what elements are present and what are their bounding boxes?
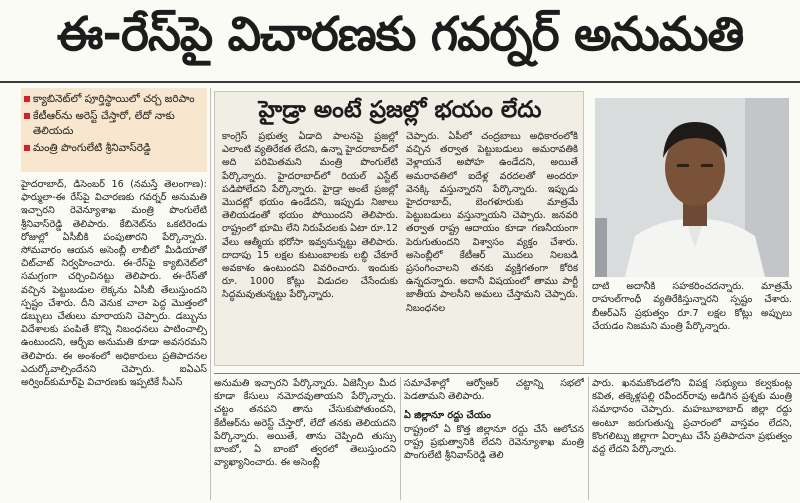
minister-photo — [595, 98, 789, 277]
bullet-square-icon — [24, 113, 30, 119]
highlight-item — [33, 92, 201, 107]
sidebar-paragraph: కాంగ్రెస్ ప్రభుత్వ ఏడాది పాలనపై ప్రజల్లో ఎలాంటి వ్యతిరేకత లేదని, ఉన్నా హైదరాబాద్‌లో అది పరిమితమని మంత్రి పొంగులేటి పేర్కొన్నారు. హైదరాబాద్‌లో రియల్ ఎస్టేట్ పడిపోలేదని పేర్కొన్నారు. హైడ్రా అంటే ప్రజల్లో మొదట్లో భయం ఉండేదని, ఇప్పుడు నిజాలు తెలియడంతో భయం పోయిందని తెలిపారు. రాష్ట్రంలో భూమి లేని నిరుపేదలకు ఏటా రూ.12 వేలు ఆత్మీయ భరోసా ఇవ్వనున్నట్టు తెలిపారు. దాదాపు 15 లక్షల కుటుంబాలకు లబ్ధి చేకూరే అవకాశం ఉంటుందని వివరించారు. ఇందుకు రూ. 1000 కోట్లు విడుదల చేసేందుకు సిద్ధమవుతున్నట్టు పేర్కొన్నారు. — [222, 131, 398, 301]
sidebar-column-2 — [406, 130, 578, 362]
story-paragraph: హైదరాబాద్, డిసెంబర్ 16 (నమస్తే తెలంగాణ): ఫార్ములా-ఈ రేస్‌పై విచారణకు గవర్నర్ అనుమతి ఇచ్చారని రెవెన్యూశాఖ మంత్రి పొంగులేటి శ్రీనివాస్‌రెడ్డి తెలిపారు. కేబినెట్‌ను ఒకటిరెండు రోజుల్లో ఏసీబీకి పంపుతారని పేర్కొన్నారు. సోమవారం ఆయన అసెంబ్లీ లాబీలో మీడియాతో చిట్‌చాట్ నిర్వహించారు. ఈ-రేస్‌పై క్యాబినెట్‌లో సమగ్రంగా చర్చించినట్టు తెలిపారు. ఈ-రేస్‌తో వచ్చిన పెట్టుబడుల లెక్కను ఏసీబీ తేలుస్తుందని స్పష్టం చేశారు. దీని వెనుక చాలా పెద్ద మొత్తంలో డబ్బులు చేతులు మారాయని చెప్పారు. డబ్బును విదేశాలకు పంపితే కొన్ని నిబంధనలు పాటించాల్సి ఉంటుందని, ఆర్బీఐ అనుమతి కూడా అవసరమని తెలిపారు. ఈ అంశంలో అధికారులు ప్రతిపాదనల ఎదుర్కోవాల్సిందేనని చెప్పారు. ఐఏఎస్ అర్వింద్‌కుమార్‌పై విచారణకు ఇప్పటికే సీఎస్ — [21, 179, 207, 389]
story-column-4 — [592, 377, 792, 500]
story-subheading: ఏ జిల్లానూ రద్దు చేయం — [404, 410, 492, 422]
sidebar-paragraph: చెప్పారు. ఏపీలో చంద్రబాబు అధికారంలోకి వచ్చిన తర్వాత పెట్టుబడులు అమరావతికి వెళ్లాయనే అపోహ ఉండేదని, అయితే అమరావతిలో ఐదేళ్ల వరదలతో అందరూ వెనక్కి వస్తున్నారని పేర్కొన్నారు. ఇప్పుడు హైదరాబాద్, బెంగళూరుకు మాత్రమే పెట్టుబడులు వస్తున్నాయని చెప్పారు. జనవరి తర్వాత రాష్ట్ర ఆదాయం కూడా గణనీయంగా పెరుగుతుందని విశ్వాసం వ్యక్తం చేశారు. అసెంబ్లీలో కేటీఆర్ మొదలు నిలబడి ప్రసంగించాలని తనకు వ్యక్తిగతంగా కోరిక ఉన్నదన్నారు. అదానీ విషయంలో తాము పార్టీ జాతీయ పాలసీని అమలు చేస్తామని చెప్పారు. నిబంధనల — [406, 131, 578, 314]
bullet-square-icon — [24, 96, 30, 102]
sidebar-column-1 — [222, 130, 398, 362]
highlight-text: మంత్రి పొంగులేటి శ్రీనివాస్‌రెడ్డి — [33, 142, 151, 154]
sidebar-title: హైడ్రా అంటే ప్రజల్లో భయం లేదు — [258, 97, 542, 123]
highlight-text: క్యాబినెట్‌లో పూర్తిస్థాయిలో చర్చ జరిపాం — [33, 93, 195, 105]
portrait-image — [595, 98, 789, 277]
story-paragraph: సమావేశాల్లో ఆర్వోఆర్ చట్టాన్ని సభలో పెడతామని తెలిపారు. — [404, 378, 584, 403]
story-paragraph: అనుమతి ఇచ్చారని పేర్కొన్నారు. ఏజెన్సీల మీద కూడా కేసులు నమోదవుతాయని పేర్కొన్నారు. చట్టం తనపని తాను చేసుకుపోతుందని, కేటీఆర్‌ను అరెస్ట్ చేస్తారో, లేదో తనకు తెలియదని పేర్కొన్నారు. అయితే, తాను చెప్పింది తుస్సు బాంబో, ఏ బాంబో త్వరలో తెలుస్తుందని వ్యాఖ్యానించారు. ఈ అసెంబ్లీ — [214, 378, 396, 469]
column-divider — [400, 377, 401, 500]
highlight-item — [33, 141, 201, 156]
bullet-square-icon — [24, 145, 30, 151]
story-column-1 — [21, 178, 207, 500]
story-paragraph: రాష్ట్రంలో ఏ కొత్త జిల్లానూ రద్దు చేసే ఆలోచన రాష్ట్ర ప్రభుత్వానికి లేదని రెవెన్యూశాఖ మంత్రి పొంగులేటి శ్రీనివాస్‌రెడ్డి తెలి — [404, 423, 584, 462]
story-paragraph: పారు. ఖనమకొండలోని విపక్ష సభ్యులు కల్వకుంట్ల కవిత, తక్కెళ్లపల్లి రవీందర్‌రావు అడిగిన ప్రశ్నకు మంత్రి సమాధానం చెప్పారు. మహబూబాబాద్ జిల్లా రద్దు అంటూ జరుగుతున్న ప్రచారంలో వాస్తవం లేదని, కొంగలిట్ను జిల్లాగా ఏర్పాటు చేసే ప్రతిపాదనా ప్రభుత్వం వద్ద లేదని పేర్కొన్నారు. — [592, 378, 792, 456]
column-divider — [210, 88, 211, 500]
section-divider — [214, 373, 800, 374]
highlight-text: కేటీఆర్‌ను అరెస్ట్ చేస్తారో, లేదో నాకు తెలియదు — [33, 110, 175, 137]
highlights-box — [21, 88, 207, 172]
headline-divider — [0, 81, 800, 83]
photo-caption: దాటి అదానీకి సహకరించదన్నారు. మాత్రమే రాహుల్‌గాంధీ వ్యతిరేకిస్తున్నారని స్పష్టం చేశారు. బీఆర్ఎస్ ప్రభుత్వం రూ.7 లక్షల కోట్లు అప్పులు చేయడం నిజమని మంత్రి పేర్కొన్నారు. — [592, 281, 792, 333]
column-divider — [588, 377, 589, 500]
headline: ఈ-రేస్‌పై విచారణకు గవర్నర్ అనుమతి — [56, 7, 744, 62]
highlight-item — [33, 109, 201, 139]
story-column-3 — [404, 377, 584, 500]
story-column-2 — [214, 377, 396, 500]
